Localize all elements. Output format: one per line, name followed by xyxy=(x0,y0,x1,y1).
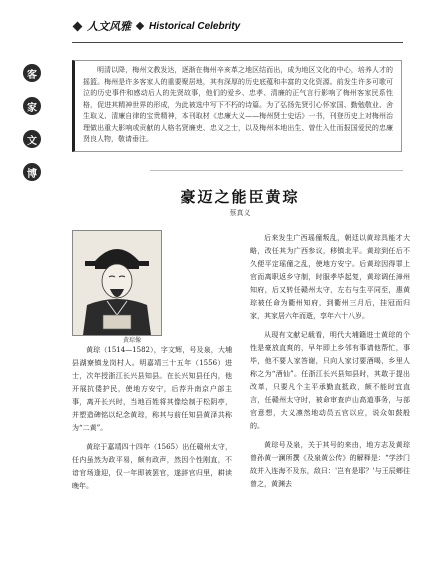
side-badge: 博 xyxy=(23,163,41,181)
article-author: 蔡真义 xyxy=(229,209,251,217)
portrait-image xyxy=(72,230,162,336)
section-divider xyxy=(150,170,403,171)
article-paragraph: 黄琮号及泉，关于其号的来由，地方志及黄琮曾孙黄一澜所撰《及泉黄公传》的解释是：“学涉门故并入连海不及东，敌曰：'岂有是耶？'与王辰鄉往曾之，黄渊去 xyxy=(250,441,410,488)
intro-text: 明清以降，梅州文教发达，逐渐在梅州辛亥革之地区结而出，成为地区文化的中心，培养人才的摇篮。梅州是许多客家人的重要聚居地，其有深厚的历史底蕴和丰富的文化资源。前发生许多可歌可泣的历史事件和感动后人的先贤故事，他们的爱乡、忠孝、清廉的正气言行影响了梅州客家民系性格，促进其精神世界的形成，为此被选中写下不朽的诗篇。为了弘扬先贤引心怀家国、勤勉敬业、舍生取义、清廉自律的宝贵精神，本刊取材《忠廉大义——梅州贤士史话》一书，刊登历史上对梅州治理做出重大影响或贡献的人格名贤廉吏、忠义之士，以及梅州本地出生、曾仕入仕而报国爱民的忠廉贤良人物，敬请垂注。 xyxy=(83,66,393,143)
side-badge-column xyxy=(18,64,46,196)
portrait-caption: 黄琮像 xyxy=(122,337,141,344)
diamond-bullet-icon xyxy=(73,21,83,31)
side-badge: 文 xyxy=(23,130,41,148)
article-title: 豪迈之能臣黄琮 xyxy=(180,188,300,206)
section-header xyxy=(74,18,240,34)
diamond-separator-icon xyxy=(136,22,144,30)
article-column-right xyxy=(250,232,410,497)
article-column-left xyxy=(72,344,232,499)
side-badge: 客 xyxy=(23,64,41,82)
article-paragraph: 从现有文献记载看，明代大埔籍进士黄琮的个性是豪放直爽的，早年即上乡邻有事请他帮忙，事毕，他不要人家答谢，只向人家讨要酒喝，乡里人称之为“酒仙”。任浙江长兴县知县时，其敢于提出改革，只要凡个主平承勤直抵政，颇不能时宜直言，任赣州太守时，被命审查庐山高道事务，与部官意想，大义凛然地动员五官以应，说众如鼓般的。 xyxy=(250,331,410,430)
side-badge: 家 xyxy=(23,97,41,115)
article-paragraph: 后来发生广西瑶僮叛乱，朝廷以黄琮具能才大略，改任其为广西参议，移镇北平。黄琮到任后不久便平定瑶僮之乱，使地方安宁。后黄琮因得罪上官而离职返乡守制，时服孝毕起复，黄琮调任漳州知府，后又转任赣州太守，左右与生平同至，惠黄琮被任命为衢州知府，到衢州三月后，挂冠而归家，其家居六年而逝，享年六十八岁。 xyxy=(250,234,410,320)
article-paragraph: 黄琮（1514—1582），字文辉，号及泉，大埔县湖寮镇龙岗村人。明嘉靖三十五年（1556）进士，次年授浙江长兴县知县。在长兴知县任内，他开展抗倭护民，使地方安宁，后荐升南京户部主事，离开长兴时，当地百姓将其像绘制于松阴亭，并塑造碑铭以纪念黄琮，称其与前任知县黄泽共称为“二黄”。 xyxy=(72,346,232,432)
section-title-english: Historical Celebrity xyxy=(149,20,241,32)
section-title-chinese: 人文风雅 xyxy=(87,20,131,33)
intro-box xyxy=(72,60,402,152)
official-portrait-illustration xyxy=(73,231,161,335)
header-rule xyxy=(72,42,403,43)
article-paragraph: 黄琮于嘉靖四十四年（1565）出任赣州太守，任内虽然为政平易，颇有政声，然因个性刚直，不谙官场逢迎，仅一年即被罢官，遂辞官归里，耕读晚年。 xyxy=(72,443,232,490)
